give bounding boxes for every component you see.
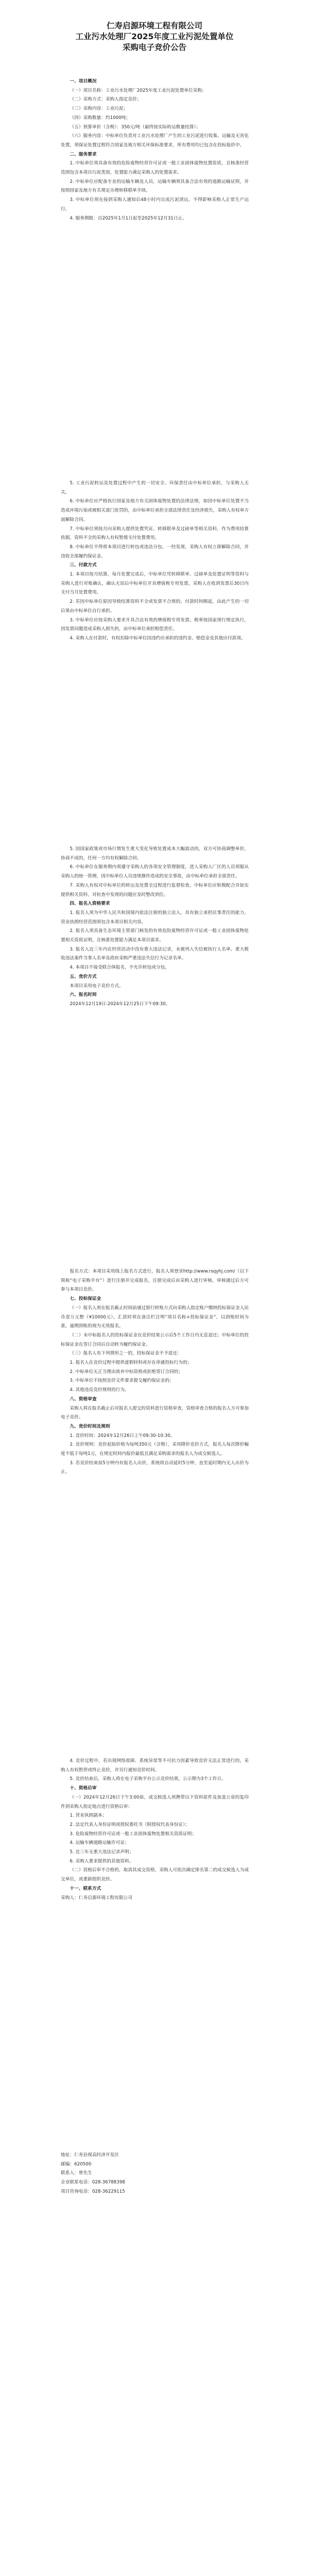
section-heading: 五、竞价方式: [70, 974, 97, 979]
paragraph: 5. 竞价结束后，采购人将在电子采购平台公示竞价结果，公示期为3个工作日。: [70, 1776, 226, 1782]
paragraph: 4. 其他违反竞价规则的行为。: [70, 1387, 129, 1393]
paragraph: （一）报名人须在报名截止时间前通过银行转账方式向采购人指定账户缴纳投标保证金人民币壹万元整（¥10000元），汇款时须在备注栏注明“项目名称+投标保证金”，以到账时间为准，逾期到账的视为无效报名。: [61, 1305, 249, 1329]
section-heading: 十一、联系方式: [70, 1886, 101, 1891]
section-heading: 七、投标保证金: [70, 1296, 101, 1302]
paragraph: （六）服务内容：中标单位负责对工业污水处理厂产生的工业污泥进行收集、运输及无害化处置，须保证处置过程符合国家及地方相关环保标准要求，所有费用均已包含在投标报价中。: [61, 133, 249, 148]
paragraph: （三）报名人有下列情形之一的，投标保证金不予退还：: [70, 1351, 182, 1357]
section-heading: 一、项目概况: [70, 79, 97, 84]
paragraph: 2024年12月19日-2024年12月25日下午09:30。: [70, 1001, 170, 1007]
paragraph: 5. 近三年无重大违法记录声明；: [70, 1850, 134, 1855]
paragraph: 1. 营业执照副本；: [70, 1813, 107, 1819]
notice-header: [0, 21, 309, 53]
paragraph: 1. 报名人在竞价过程中提供虚假材料或存在串通投标行为的；: [70, 1360, 192, 1366]
paragraph: 6. 中标单位应严格执行国家及地方有关固体废物处置的法律法规，如因中标单位处置不当造成环境污染或被相关部门处罚的，由中标单位承担全部法律责任及经济损失，采购人有权单方面解除合同。: [61, 499, 249, 522]
paragraph: 3. 若竞价结束前5分钟内有报名人出价，系统将自动延时5分钟，直至延时期内无人出价为止。: [61, 1460, 249, 1475]
notice-title-line-2: 工业污水处理厂2025年度工业污泥处置单位: [75, 32, 234, 41]
paragraph: 邮编：620500: [61, 2161, 92, 2167]
paragraph: （二）资格后审不合格的，取消其成交资格，采购人可依次确定排名第二的成交候选人为成交单位，或重新组织竞价。: [61, 1868, 249, 1883]
paragraph: 2. 若因中标单位原因导致结算资料不全或发票不合规的，付款时间顺延，由此产生的一切后果由中标单位自行承担。: [61, 599, 249, 614]
paragraph: （三）采购内容：工业污泥；: [70, 106, 128, 112]
paragraph: （二）采购方式：采购人指定竞价；: [70, 97, 142, 103]
paragraph: （一）项目名称：工业污水处理厂2025年度工业污泥处置单位采购；: [70, 88, 207, 93]
section-registration-bidding: [61, 1267, 249, 1477]
paragraph: 3. 中标单位不按照竞价文件要求提交履约保证金的；: [70, 1378, 174, 1384]
paragraph: 2. 竞价规则：竞价起始价格为每吨350元（含税），采用降价竞价方式，报名人每次降价幅度不低于每吨1元，在规定时间内报价最低且满足采购需求的报名人为成交候选人。: [61, 1442, 249, 1457]
paragraph: 联系人：曾先生: [61, 2171, 92, 2176]
paragraph: 3. 危险废物经营许可证或一般工业固体废物处置相关资质证明；: [70, 1831, 197, 1837]
paragraph: 6. 采购人要求提供的其他资料。: [70, 1858, 134, 1864]
section-review: [61, 1757, 249, 1903]
section-contact: [61, 2151, 249, 2197]
paragraph: 5. 工业污泥转运及处置过程中产生的一切安全、环保责任由中标单位承担，与采购人无关。: [61, 481, 249, 495]
paragraph: 4. 竞价过程中，若出现网络故障、系统异常等不可抗力因素导致竞价无法正常进行的，采购人有权暂停或终止竞价，并另行通知竞价时间。: [61, 1758, 249, 1773]
section-heading: 四、报名人资格要求: [70, 901, 110, 907]
paragraph: 1. 中标单位须具备有效的危险废物经营许可证或一般工业固体废物处置资质，且核准经营范围包含本项目污泥类别，处置能力满足采购人的处置需求。: [61, 161, 249, 176]
paragraph: 1. 本项目按月结算，每月处置完成后，中标单位凭转移联单、过磅单及处置证明等资料与采购人进行对账确认，确认无误后中标单位开具增值税专用发票，采购人在收到发票后30日内支付当月处置费用。: [61, 572, 249, 596]
section-qualification: [61, 845, 249, 1009]
section-project-overview: [61, 77, 249, 223]
paragraph: 4. 采购人在付款时，有权扣除中标单位因违约应承担的违约金、赔偿金及其他应付款项。: [70, 635, 246, 641]
paragraph: （二）未中标报名人的投标保证金在竞价结果公示后5个工作日内无息退还；中标单位的投标保证金在签订合同后自动转为履约保证金。: [61, 1332, 249, 1347]
paragraph: 1. 竞价时间：2024年12月26日上午09:30-10:30。: [70, 1433, 175, 1438]
paragraph: 1. 报名人须为中华人民共和国境内依法注册的独立法人，具有独立承担民事责任的能力，营业执照经营范围须包含本项目相关内容。: [61, 910, 249, 925]
notice-title-line-3: 采购电子竞价公告: [122, 43, 186, 52]
paragraph: 3. 报名人近三年内在经营活动中没有重大违法记录，未被列入失信被执行人名单、重大税收违法案件当事人名单及政府采购严重违法失信行为记录名单。: [61, 946, 249, 961]
section-heading: 十、资格后审: [70, 1786, 97, 1791]
section-service-payment: [61, 479, 249, 643]
paragraph: 3. 中标单位应按采购人要求开具合法有效的增值税专用发票，税率按国家现行规定执行，因发票问题造成采购人损失的，由中标单位承担赔偿责任。: [61, 617, 249, 632]
section-heading: 三、付款方式: [70, 563, 97, 568]
paragraph: （一）2024年12月26日下午3:00前，成交候选人须携带以下资料原件及加盖公章的复印件到采购人指定地点进行资格后审：: [61, 1794, 249, 1809]
paragraph: （五）预算单价（含税）：350元/吨（最终按实际转运数量结算）；: [70, 124, 201, 130]
paragraph: 4. 服务期限：自2025年1月1日起至2025年12月31日止。: [70, 215, 187, 221]
paragraph: （四）采购数量：约1000吨；: [70, 115, 131, 121]
section-heading: 六、报名时间: [70, 992, 97, 998]
section-heading: 九、竞价时间及规则: [70, 1423, 110, 1429]
paragraph: 2. 中标单位无正当理由放弃中标资格或拒绝签订合同的；: [70, 1369, 183, 1375]
section-heading: 二、服务要求: [70, 151, 97, 157]
paragraph: 3. 中标单位须在接到采购人通知后48小时内完成污泥清运，不得影响采购人正常生产运行。: [61, 197, 249, 212]
paragraph: 地址：仁寿县视高经济开发区: [61, 2153, 119, 2158]
paragraph: 4. 运输车辆道路运输许可证；: [70, 1840, 129, 1846]
paragraph: 7. 采购人有权对中标单位的转运及处置全过程进行监督检查，中标单位应积极配合并如实提供相关资料，对检查中发现的问题应及时整改到位。: [61, 883, 249, 897]
paragraph: 报名方式：本项目采用线上报名方式进行，报名人须登录http://www.rsqyhj.com/（以下简称“电子采购平台”）进行注册并完成报名，注册完成后由采购人进行审核，审核通过后方可参与本项目竞价。: [61, 1269, 249, 1293]
paragraph: 项目咨询电话：028-36229115: [61, 2189, 125, 2194]
paragraph: 7. 中标单位须按月向采购人提供处置凭证、转移联单及过磅单等相关资料，作为费用结算依据，资料不全的采购人有权暂缓支付处置费用。: [61, 526, 249, 541]
paragraph: 6. 中标单位在服务期内须遵守采购人的各项安全管理制度，进入采购人厂区的人员须服从采购人的统一管理，因中标单位人员违规操作造成的安全事故，由中标单位承担全部责任。: [61, 865, 249, 879]
company-name: 仁寿启源环境工程有限公司: [106, 21, 202, 30]
paragraph: 本项目采用电子竞价方式。: [70, 983, 124, 989]
paragraph: 5. 因国家政策或市场行情发生重大变化导致处置成本大幅波动的，双方可协商调整单价，协商不成的，任何一方均有权解除合同。: [61, 846, 249, 861]
paragraph: 8. 中标单位不得将本项目进行转包或违法分包，一经发现，采购人有权立即解除合同，并没收全部履约保证金。: [61, 544, 249, 559]
paragraph: 2. 法定代表人身份证明或授权委托书（附授权代表身份证）；: [70, 1822, 190, 1827]
paragraph: 采购人将在报名截止后对报名人提交的资料进行资格审查，资格审查合格的报名人方可参加电子竞价。: [61, 1405, 249, 1420]
section-heading: 八、资格审查: [70, 1396, 97, 1402]
paragraph: 企业联系电话：028-36788398: [61, 2180, 125, 2185]
paragraph: 2. 中标单位应配备专业的运输车辆及人员，运输车辆须具备合法有效的道路运输证照，并按照国家及地方有关规定办理转移联单手续。: [61, 179, 249, 194]
paragraph: 采购人：仁寿启源环境工程有限公司: [61, 1895, 132, 1901]
paragraph: 2. 报名人须具备生态环境主管部门核发的有效危险废物经营许可证或一般工业固体废物处置相关资质证明，且核准处置能力满足本项目需求。: [61, 928, 249, 943]
paragraph: 4. 本项目不接受联合体报名，不允许转包或分包。: [70, 965, 169, 971]
